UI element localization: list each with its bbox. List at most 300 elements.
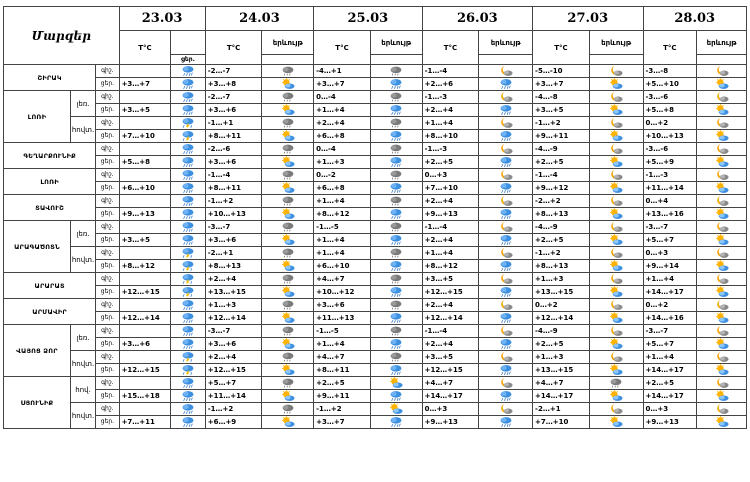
sun-icon	[262, 338, 314, 351]
moon-icon	[589, 299, 643, 312]
moon-icon	[479, 169, 533, 182]
temp-range: +5…+10	[643, 78, 697, 91]
temp-range: +5…+8	[119, 156, 171, 169]
temp-range	[119, 221, 171, 234]
moon-icon	[479, 325, 533, 338]
moon-icon	[589, 351, 643, 364]
temp-range: +2…+5	[643, 377, 697, 390]
rain-icon	[171, 377, 205, 390]
temp-range: -1…-5	[314, 221, 371, 234]
storm-icon	[171, 260, 205, 273]
rain-icon	[370, 156, 422, 169]
sun-icon	[697, 208, 747, 221]
temp-range: +14…+17	[533, 390, 590, 403]
zone-label: հովտ.	[70, 351, 95, 377]
temp-range: +4…+7	[314, 273, 371, 286]
cloud-icon	[370, 91, 422, 104]
period-label: գիշ.	[96, 273, 119, 286]
moon-icon	[697, 403, 747, 416]
moon-icon	[479, 377, 533, 390]
rain-icon	[171, 143, 205, 156]
temp-range: +2…+4	[422, 195, 479, 208]
cloud-icon	[262, 221, 314, 234]
temp-range: -1…+2	[533, 117, 590, 130]
period-label: գիշ.	[96, 195, 119, 208]
moon-icon	[479, 403, 533, 416]
table-row	[4, 78, 747, 91]
temp-range: +5…+7	[643, 234, 697, 247]
temp-range: +6…+10	[314, 260, 371, 273]
rain-icon	[370, 390, 422, 403]
temp-range: 0…+3	[422, 169, 479, 182]
temp-range: +7…+10	[422, 182, 479, 195]
rain-icon	[479, 234, 533, 247]
cloud-icon	[262, 91, 314, 104]
moon-icon	[697, 91, 747, 104]
temp-range: -3…-7	[643, 221, 697, 234]
temp-range	[119, 273, 171, 286]
table-row	[4, 182, 747, 195]
zone-label: հովտ.	[70, 117, 95, 143]
period-label: ցեր.	[96, 182, 119, 195]
temp-range: -1…+2	[205, 403, 262, 416]
temp-range: +2…+4	[422, 234, 479, 247]
moon-icon	[697, 247, 747, 260]
moon-icon	[589, 221, 643, 234]
temp-range: +2…+5	[314, 377, 371, 390]
temp-header: T°C	[314, 31, 371, 65]
moon-icon	[589, 403, 643, 416]
temp-range: -1…-3	[422, 91, 479, 104]
temp-range: -2…-6	[205, 143, 262, 156]
rain-icon	[171, 403, 205, 416]
temp-range: +1…+4	[314, 104, 371, 117]
zone-label: հովտ.	[70, 247, 95, 273]
sun-icon	[589, 208, 643, 221]
temp-range	[119, 325, 171, 338]
rain-icon	[370, 338, 422, 351]
sun-icon	[589, 286, 643, 299]
temp-range: -1…+2	[533, 247, 590, 260]
table-row	[4, 156, 747, 169]
temp-range: +1…+3	[205, 299, 262, 312]
period-label: ցեր.	[96, 338, 119, 351]
temp-range: -2…+1	[533, 403, 590, 416]
rain-icon	[171, 312, 205, 325]
temp-range: +3…+7	[314, 416, 371, 429]
temp-range: +3…+7	[533, 78, 590, 91]
cloud-icon	[262, 299, 314, 312]
period-label: գիշ.	[96, 91, 119, 104]
region-name: ՏԱՎՈՒՇ	[4, 195, 96, 221]
temp-range: +3…+5	[119, 104, 171, 117]
sun-icon	[697, 260, 747, 273]
sun-icon	[262, 260, 314, 273]
temp-range: +2…+6	[422, 78, 479, 91]
temp-range	[119, 143, 171, 156]
cloud-icon	[370, 117, 422, 130]
storm-icon	[171, 273, 205, 286]
sun-icon	[262, 156, 314, 169]
sun-icon	[262, 104, 314, 117]
sun-icon	[370, 377, 422, 390]
temp-range: -4…-9	[533, 325, 590, 338]
rain-icon	[171, 416, 205, 429]
temp-range: -2…-7	[205, 91, 262, 104]
storm-icon	[171, 117, 205, 130]
table-row	[4, 65, 747, 78]
temp-range: +9…+11	[533, 130, 590, 143]
sun-icon	[262, 234, 314, 247]
rain-icon	[370, 260, 422, 273]
temp-range: +10…+13	[205, 208, 262, 221]
sun-icon	[262, 130, 314, 143]
date-header: 23.03	[119, 7, 205, 31]
temp-range: -1…-4	[205, 169, 262, 182]
cloud-icon	[370, 351, 422, 364]
temp-range: +8…+13	[533, 260, 590, 273]
cloud-icon	[262, 403, 314, 416]
sun-icon	[589, 416, 643, 429]
forecast-body	[4, 65, 747, 429]
sun-icon	[262, 208, 314, 221]
sun-icon	[589, 78, 643, 91]
temp-range: +1…+4	[314, 247, 371, 260]
moon-icon	[697, 143, 747, 156]
temp-range: +12…+14	[205, 312, 262, 325]
zone-label: լեռ.	[70, 221, 95, 247]
temp-header: T°C	[422, 31, 479, 65]
temp-header: T°C	[533, 31, 590, 65]
temp-range: +14…+17	[643, 390, 697, 403]
cloud-icon	[262, 273, 314, 286]
sun-icon	[697, 234, 747, 247]
period-label: գիշ.	[96, 403, 119, 416]
period-label: գիշ.	[96, 117, 119, 130]
temp-range: +7…+10	[119, 130, 171, 143]
cloud-icon	[370, 247, 422, 260]
storm-icon	[171, 247, 205, 260]
temp-range: +5…+7	[205, 377, 262, 390]
sun-icon	[697, 286, 747, 299]
rain-icon	[171, 234, 205, 247]
temp-range: +3…+5	[422, 273, 479, 286]
region-name: ՎԱՅՈՑ ՁՈՐ	[4, 325, 71, 377]
period-label: գիշ.	[96, 351, 119, 364]
temp-range: +8…+10	[422, 130, 479, 143]
temp-range: -1…-4	[422, 221, 479, 234]
temp-range: -4…-9	[533, 143, 590, 156]
temp-range: +5…+8	[643, 104, 697, 117]
temp-range: +3…+6	[205, 234, 262, 247]
table-row	[4, 130, 747, 143]
temp-range	[119, 403, 171, 416]
cloud-icon	[370, 325, 422, 338]
phen-header: երևույթ	[262, 31, 314, 55]
sun-icon	[697, 182, 747, 195]
temp-range: +14…+17	[643, 286, 697, 299]
temp-range: +3…+8	[205, 78, 262, 91]
period-label: գիշ.	[96, 325, 119, 338]
sun-icon	[589, 182, 643, 195]
temp-range: +12…+14	[422, 312, 479, 325]
sun-icon	[589, 312, 643, 325]
temp-range: +14…+17	[422, 390, 479, 403]
temp-range	[119, 299, 171, 312]
period-label: ցեր.	[96, 364, 119, 377]
temp-range: -1…+2	[205, 195, 262, 208]
temp-range: +1…+3	[533, 273, 590, 286]
temp-range: +4…+7	[314, 351, 371, 364]
cloud-icon	[262, 247, 314, 260]
temp-range: -1…-4	[422, 65, 479, 78]
table-row	[4, 351, 747, 364]
temp-range: -1…-3	[643, 169, 697, 182]
sun-icon	[697, 130, 747, 143]
temp-range: -3…-8	[643, 65, 697, 78]
temp-range: +3…+7	[119, 78, 171, 91]
rain-icon	[479, 286, 533, 299]
table-row	[4, 325, 747, 338]
temp-range	[119, 377, 171, 390]
temp-range: 0…+2	[643, 299, 697, 312]
temp-range: -3…-7	[205, 221, 262, 234]
period-label: գիշ.	[96, 247, 119, 260]
cloud-icon	[370, 195, 422, 208]
temp-range: +8…+11	[205, 130, 262, 143]
night-header	[589, 55, 643, 65]
temp-range: +1…+4	[314, 338, 371, 351]
zone-label: հով.	[70, 377, 95, 403]
temp-range: +12…+14	[533, 312, 590, 325]
temp-range: -4…+1	[314, 65, 371, 78]
temp-range: +1…+4	[643, 351, 697, 364]
rain-icon	[370, 78, 422, 91]
region-name: ԱՐՄԱՎԻՐ	[4, 299, 96, 325]
temp-range: +9…+14	[643, 260, 697, 273]
table-row	[4, 377, 747, 390]
temp-range: +13…+16	[643, 208, 697, 221]
temp-range: -2…-7	[205, 65, 262, 78]
cloud-icon	[370, 143, 422, 156]
sun-icon	[262, 416, 314, 429]
period-label: ցեր.	[96, 260, 119, 273]
moon-icon	[479, 273, 533, 286]
temp-range: -4…-9	[533, 221, 590, 234]
temp-range: +1…+4	[422, 117, 479, 130]
rain-icon	[479, 182, 533, 195]
cloud-icon	[589, 377, 643, 390]
period-label: ցեր.	[96, 390, 119, 403]
table-row	[4, 143, 747, 156]
temp-range: +3…+5	[119, 234, 171, 247]
cloud-icon	[262, 195, 314, 208]
table-row	[4, 286, 747, 299]
rain-icon	[479, 104, 533, 117]
sun-icon	[589, 156, 643, 169]
temp-range: +7…+10	[533, 416, 590, 429]
rain-icon	[370, 312, 422, 325]
cloud-icon	[262, 65, 314, 78]
phen-header: երևույթ	[479, 31, 533, 55]
sun-icon	[697, 338, 747, 351]
zone-label: լեռ.	[70, 91, 95, 117]
rain-icon	[171, 104, 205, 117]
storm-icon	[171, 351, 205, 364]
cloud-icon	[262, 325, 314, 338]
region-name: ԼՈՌԻ	[4, 169, 96, 195]
temp-range: +3…+5	[422, 351, 479, 364]
sun-icon	[589, 390, 643, 403]
sun-icon	[697, 104, 747, 117]
rain-icon	[171, 91, 205, 104]
temp-range: +12…+14	[119, 312, 171, 325]
temp-range: +4…+7	[422, 377, 479, 390]
table-row	[4, 273, 747, 286]
temp-range: 0…+3	[422, 403, 479, 416]
moon-icon	[589, 117, 643, 130]
moon-icon	[589, 325, 643, 338]
temp-range	[119, 351, 171, 364]
rain-icon	[171, 208, 205, 221]
temp-range: +8…+13	[205, 260, 262, 273]
cloud-icon	[262, 117, 314, 130]
rain-icon	[370, 104, 422, 117]
moon-icon	[697, 299, 747, 312]
zone-label: լեռ.	[70, 325, 95, 351]
temp-range: +8…+11	[314, 364, 371, 377]
sun-icon	[262, 78, 314, 91]
temp-range: +2…+4	[422, 104, 479, 117]
temp-range: +8…+11	[205, 182, 262, 195]
table-row	[4, 416, 747, 429]
temp-range: -5…-10	[533, 65, 590, 78]
temp-range: +12…+15	[205, 364, 262, 377]
temp-range: +8…+12	[314, 208, 371, 221]
storm-icon	[171, 364, 205, 377]
temp-range: +12…+15	[119, 364, 171, 377]
table-row	[4, 312, 747, 325]
temp-range: +10…+13	[643, 130, 697, 143]
sun-icon	[262, 364, 314, 377]
date-header: 27.03	[533, 7, 643, 31]
period-label: ցեր.	[96, 234, 119, 247]
region-name: ԳԵՂԱՐՔՈՒՆԻՔ	[4, 143, 96, 169]
temp-range: +14…+17	[643, 364, 697, 377]
table-row	[4, 117, 747, 130]
rain-icon	[479, 390, 533, 403]
temp-range: +1…+4	[643, 273, 697, 286]
moon-icon	[589, 195, 643, 208]
cloud-icon	[262, 169, 314, 182]
temp-range: -3…-7	[643, 325, 697, 338]
rain-icon	[479, 338, 533, 351]
temp-range: +6…+9	[205, 416, 262, 429]
rain-icon	[370, 364, 422, 377]
table-row	[4, 195, 747, 208]
night-header	[262, 55, 314, 65]
rain-icon	[370, 416, 422, 429]
rain-icon	[370, 130, 422, 143]
temp-range: -1…-4	[422, 325, 479, 338]
temp-range: +3…+6	[205, 104, 262, 117]
temp-range	[119, 169, 171, 182]
moon-icon	[479, 91, 533, 104]
temp-range: +9…+13	[422, 208, 479, 221]
table-row	[4, 91, 747, 104]
temp-range: -2…+2	[533, 195, 590, 208]
table-row	[4, 169, 747, 182]
storm-icon	[171, 130, 205, 143]
date-header: 28.03	[643, 7, 746, 31]
period-label: գիշ.	[96, 143, 119, 156]
temp-range: -1…-4	[533, 169, 590, 182]
temp-range: +3…+6	[314, 299, 371, 312]
rain-icon	[370, 286, 422, 299]
temp-range: -3…-7	[205, 325, 262, 338]
temp-range: +5…+9	[643, 156, 697, 169]
temp-range: +1…+4	[314, 234, 371, 247]
date-header: 25.03	[314, 7, 422, 31]
cloud-icon	[370, 65, 422, 78]
temp-range: +12…+15	[422, 364, 479, 377]
rain-icon	[171, 390, 205, 403]
temp-range: +3…+6	[205, 156, 262, 169]
temp-range: +2…+5	[533, 156, 590, 169]
temp-range: -3…-6	[643, 143, 697, 156]
table-row	[4, 247, 747, 260]
region-header: Մարզեր	[4, 7, 120, 65]
table-row	[4, 221, 747, 234]
temp-range: +5…+7	[643, 338, 697, 351]
temp-range: +12…+15	[422, 286, 479, 299]
temp-range: 0…+3	[643, 403, 697, 416]
moon-icon	[697, 117, 747, 130]
rain-icon	[479, 156, 533, 169]
temp-range: +11…+13	[314, 312, 371, 325]
temp-range	[119, 117, 171, 130]
moon-icon	[589, 169, 643, 182]
moon-icon	[589, 273, 643, 286]
temp-range: -1…+1	[205, 117, 262, 130]
moon-icon	[479, 195, 533, 208]
cloud-icon	[370, 299, 422, 312]
temp-range: 0…-4	[314, 143, 371, 156]
rain-icon	[171, 65, 205, 78]
sun-icon	[697, 416, 747, 429]
moon-icon	[697, 169, 747, 182]
sun-icon	[589, 338, 643, 351]
rain-icon	[370, 234, 422, 247]
moon-icon	[479, 247, 533, 260]
temp-range: +9…+13	[119, 208, 171, 221]
sun-icon	[697, 78, 747, 91]
rain-icon	[171, 156, 205, 169]
temp-range: 0…-4	[314, 91, 371, 104]
temp-range	[119, 247, 171, 260]
temp-range: +11…+14	[643, 182, 697, 195]
period-label: գիշ.	[96, 65, 119, 78]
temp-header: T°C	[643, 31, 697, 65]
temp-range: +1…+3	[314, 156, 371, 169]
temp-range: +9…+13	[643, 416, 697, 429]
temp-range: +2…+4	[422, 338, 479, 351]
moon-icon	[479, 143, 533, 156]
region-name: ՍՅՈՒՆԻՔ	[4, 377, 71, 429]
zone-label: հովտ.	[70, 403, 95, 429]
temp-range: -2…+1	[205, 247, 262, 260]
table-row	[4, 403, 747, 416]
